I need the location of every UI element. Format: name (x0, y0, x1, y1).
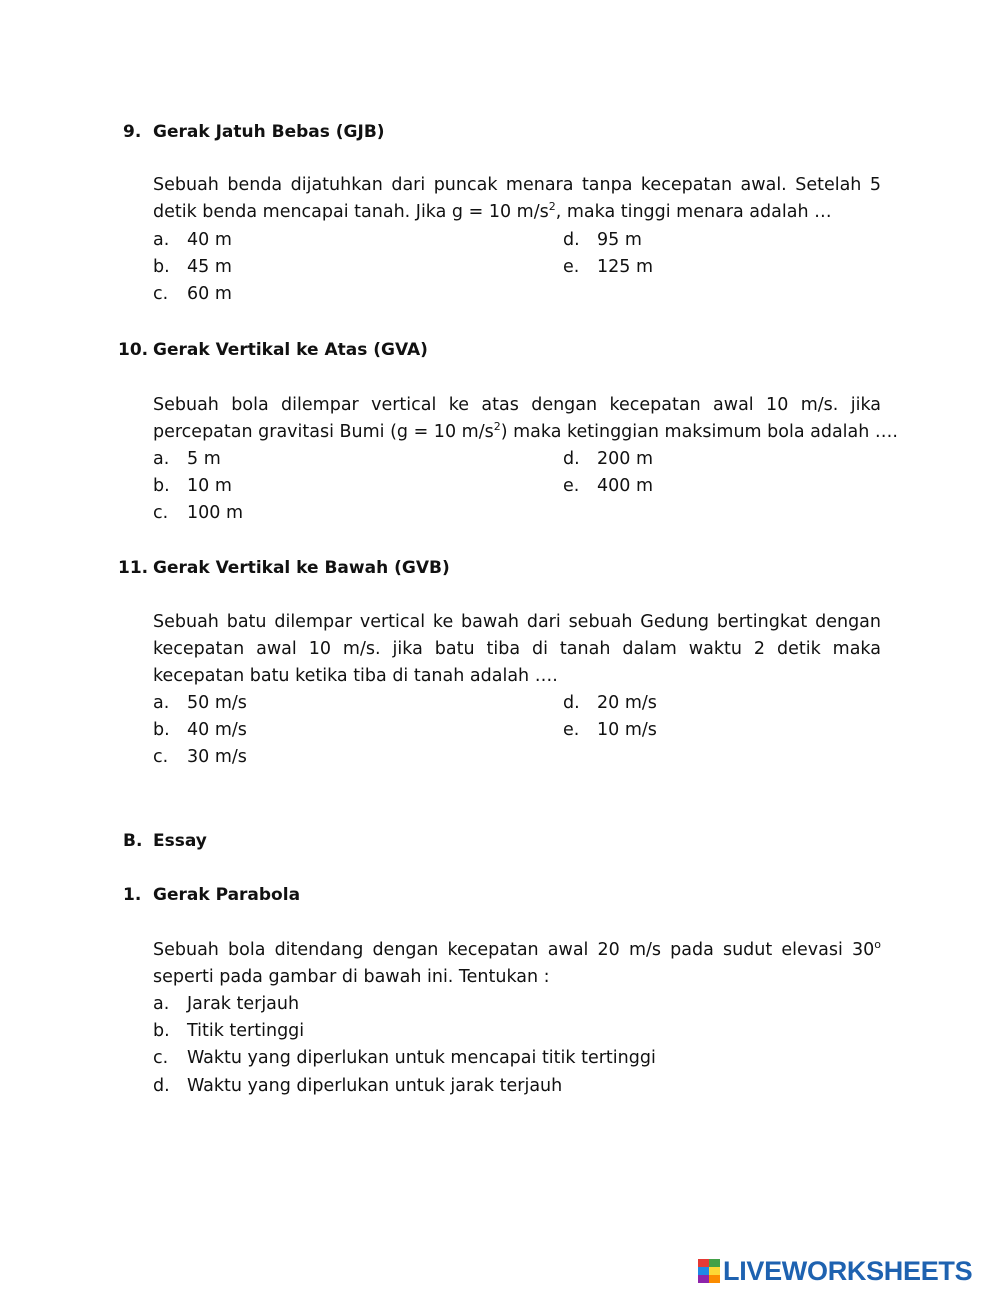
question-9-text-line-2: detik benda mencapai tanah. Jika g = 10 $m/s^2$, maka tinggi menara adalah … (153, 200, 832, 222)
essay-1-number: 1. (123, 885, 142, 905)
essay-item-text: Waktu yang diperlukan untuk mencapai titik tertinggi (187, 1048, 656, 1068)
logo-square (709, 1259, 720, 1267)
option-letter: e. (563, 257, 580, 277)
logo-square (698, 1267, 709, 1275)
liveworksheets-logo[interactable] (698, 1256, 972, 1286)
option-letter: e. (563, 720, 580, 740)
liveworksheets-logo-icon (698, 1259, 720, 1283)
option-text: 30 m/s (187, 747, 247, 767)
option-letter: e. (563, 476, 580, 496)
option-letter: c. (153, 503, 169, 523)
option-letter: a. (153, 230, 170, 250)
essay-1-text-line-2: seperti pada gambar di bawah ini. Tentukan : (153, 967, 550, 987)
question-10-number: 10. (118, 340, 149, 360)
question-11-number: 11. (118, 558, 149, 578)
section-b-title: Essay (153, 831, 207, 851)
question-9-title: Gerak Jatuh Bebas (GJB) (153, 122, 385, 142)
option-text: 45 m (187, 257, 232, 277)
option-text: 40 m (187, 230, 232, 250)
option-letter: d. (563, 449, 580, 469)
option-letter: a. (153, 449, 170, 469)
option-text: 50 m/s (187, 693, 247, 713)
essay-item-letter: a. (153, 994, 170, 1014)
option-text: 5 m (187, 449, 221, 469)
essay-1-text-line-1: Sebuah bola ditendang dengan kecepatan awal 20 m/s pada sudut elevasi 30$^o$ (153, 938, 881, 960)
option-letter: c. (153, 284, 169, 304)
essay-item-letter: d. (153, 1076, 170, 1096)
question-11-title: Gerak Vertikal ke Bawah (GVB) (153, 558, 450, 578)
essay-item-letter: c. (153, 1048, 169, 1068)
question-9-number: 9. (123, 122, 142, 142)
option-text: 400 m (597, 476, 654, 496)
option-letter: d. (563, 693, 580, 713)
option-text: 20 m/s (597, 693, 657, 713)
option-letter: a. (153, 693, 170, 713)
option-letter: d. (563, 230, 580, 250)
option-letter: b. (153, 257, 170, 277)
logo-square (709, 1267, 720, 1275)
question-11-text-line-3: kecepatan batu ketika tiba di tanah adalah …. (153, 666, 558, 686)
essay-1-title: Gerak Parabola (153, 885, 301, 905)
option-text: 40 m/s (187, 720, 247, 740)
question-11-text-line-1: Sebuah batu dilempar vertical ke bawah dari sebuah Gedung bertingkat dengan (153, 612, 881, 632)
option-letter: c. (153, 747, 169, 767)
logo-square (698, 1259, 709, 1267)
question-10-text-line-1: Sebuah bola dilempar vertical ke atas dengan kecepatan awal 10 m/s. jika (153, 395, 881, 415)
section-b-label: B. (123, 831, 143, 851)
option-text: 10 m/s (597, 720, 657, 740)
liveworksheets-logo-text: LIVEWORKSHEETS (723, 1255, 973, 1286)
option-letter: b. (153, 476, 170, 496)
essay-item-text: Titik tertinggi (187, 1021, 305, 1041)
option-text: 200 m (597, 449, 654, 469)
option-text: 60 m (187, 284, 232, 304)
logo-square (698, 1275, 709, 1283)
option-text: 95 m (597, 230, 642, 250)
option-text: 100 m (187, 503, 244, 523)
option-text: 10 m (187, 476, 232, 496)
essay-item-letter: b. (153, 1021, 170, 1041)
essay-item-text: Jarak terjauh (187, 994, 300, 1014)
question-10-text-line-2: percepatan gravitasi Bumi (g = 10 $m/s^2$) maka ketinggian maksimum bola adalah …. (153, 420, 898, 442)
option-text: 125 m (597, 257, 654, 277)
option-letter: b. (153, 720, 170, 740)
question-10-title: Gerak Vertikal ke Atas (GVA) (153, 340, 428, 360)
essay-item-text: Waktu yang diperlukan untuk jarak terjauh (187, 1076, 563, 1096)
question-9-text-line-1: Sebuah benda dijatuhkan dari puncak menara tanpa kecepatan awal. Setelah 5 (153, 175, 881, 195)
question-11-text-line-2: kecepatan awal 10 m/s. jika batu tiba di tanah dalam waktu 2 detik maka (153, 639, 881, 659)
logo-square (709, 1275, 720, 1283)
